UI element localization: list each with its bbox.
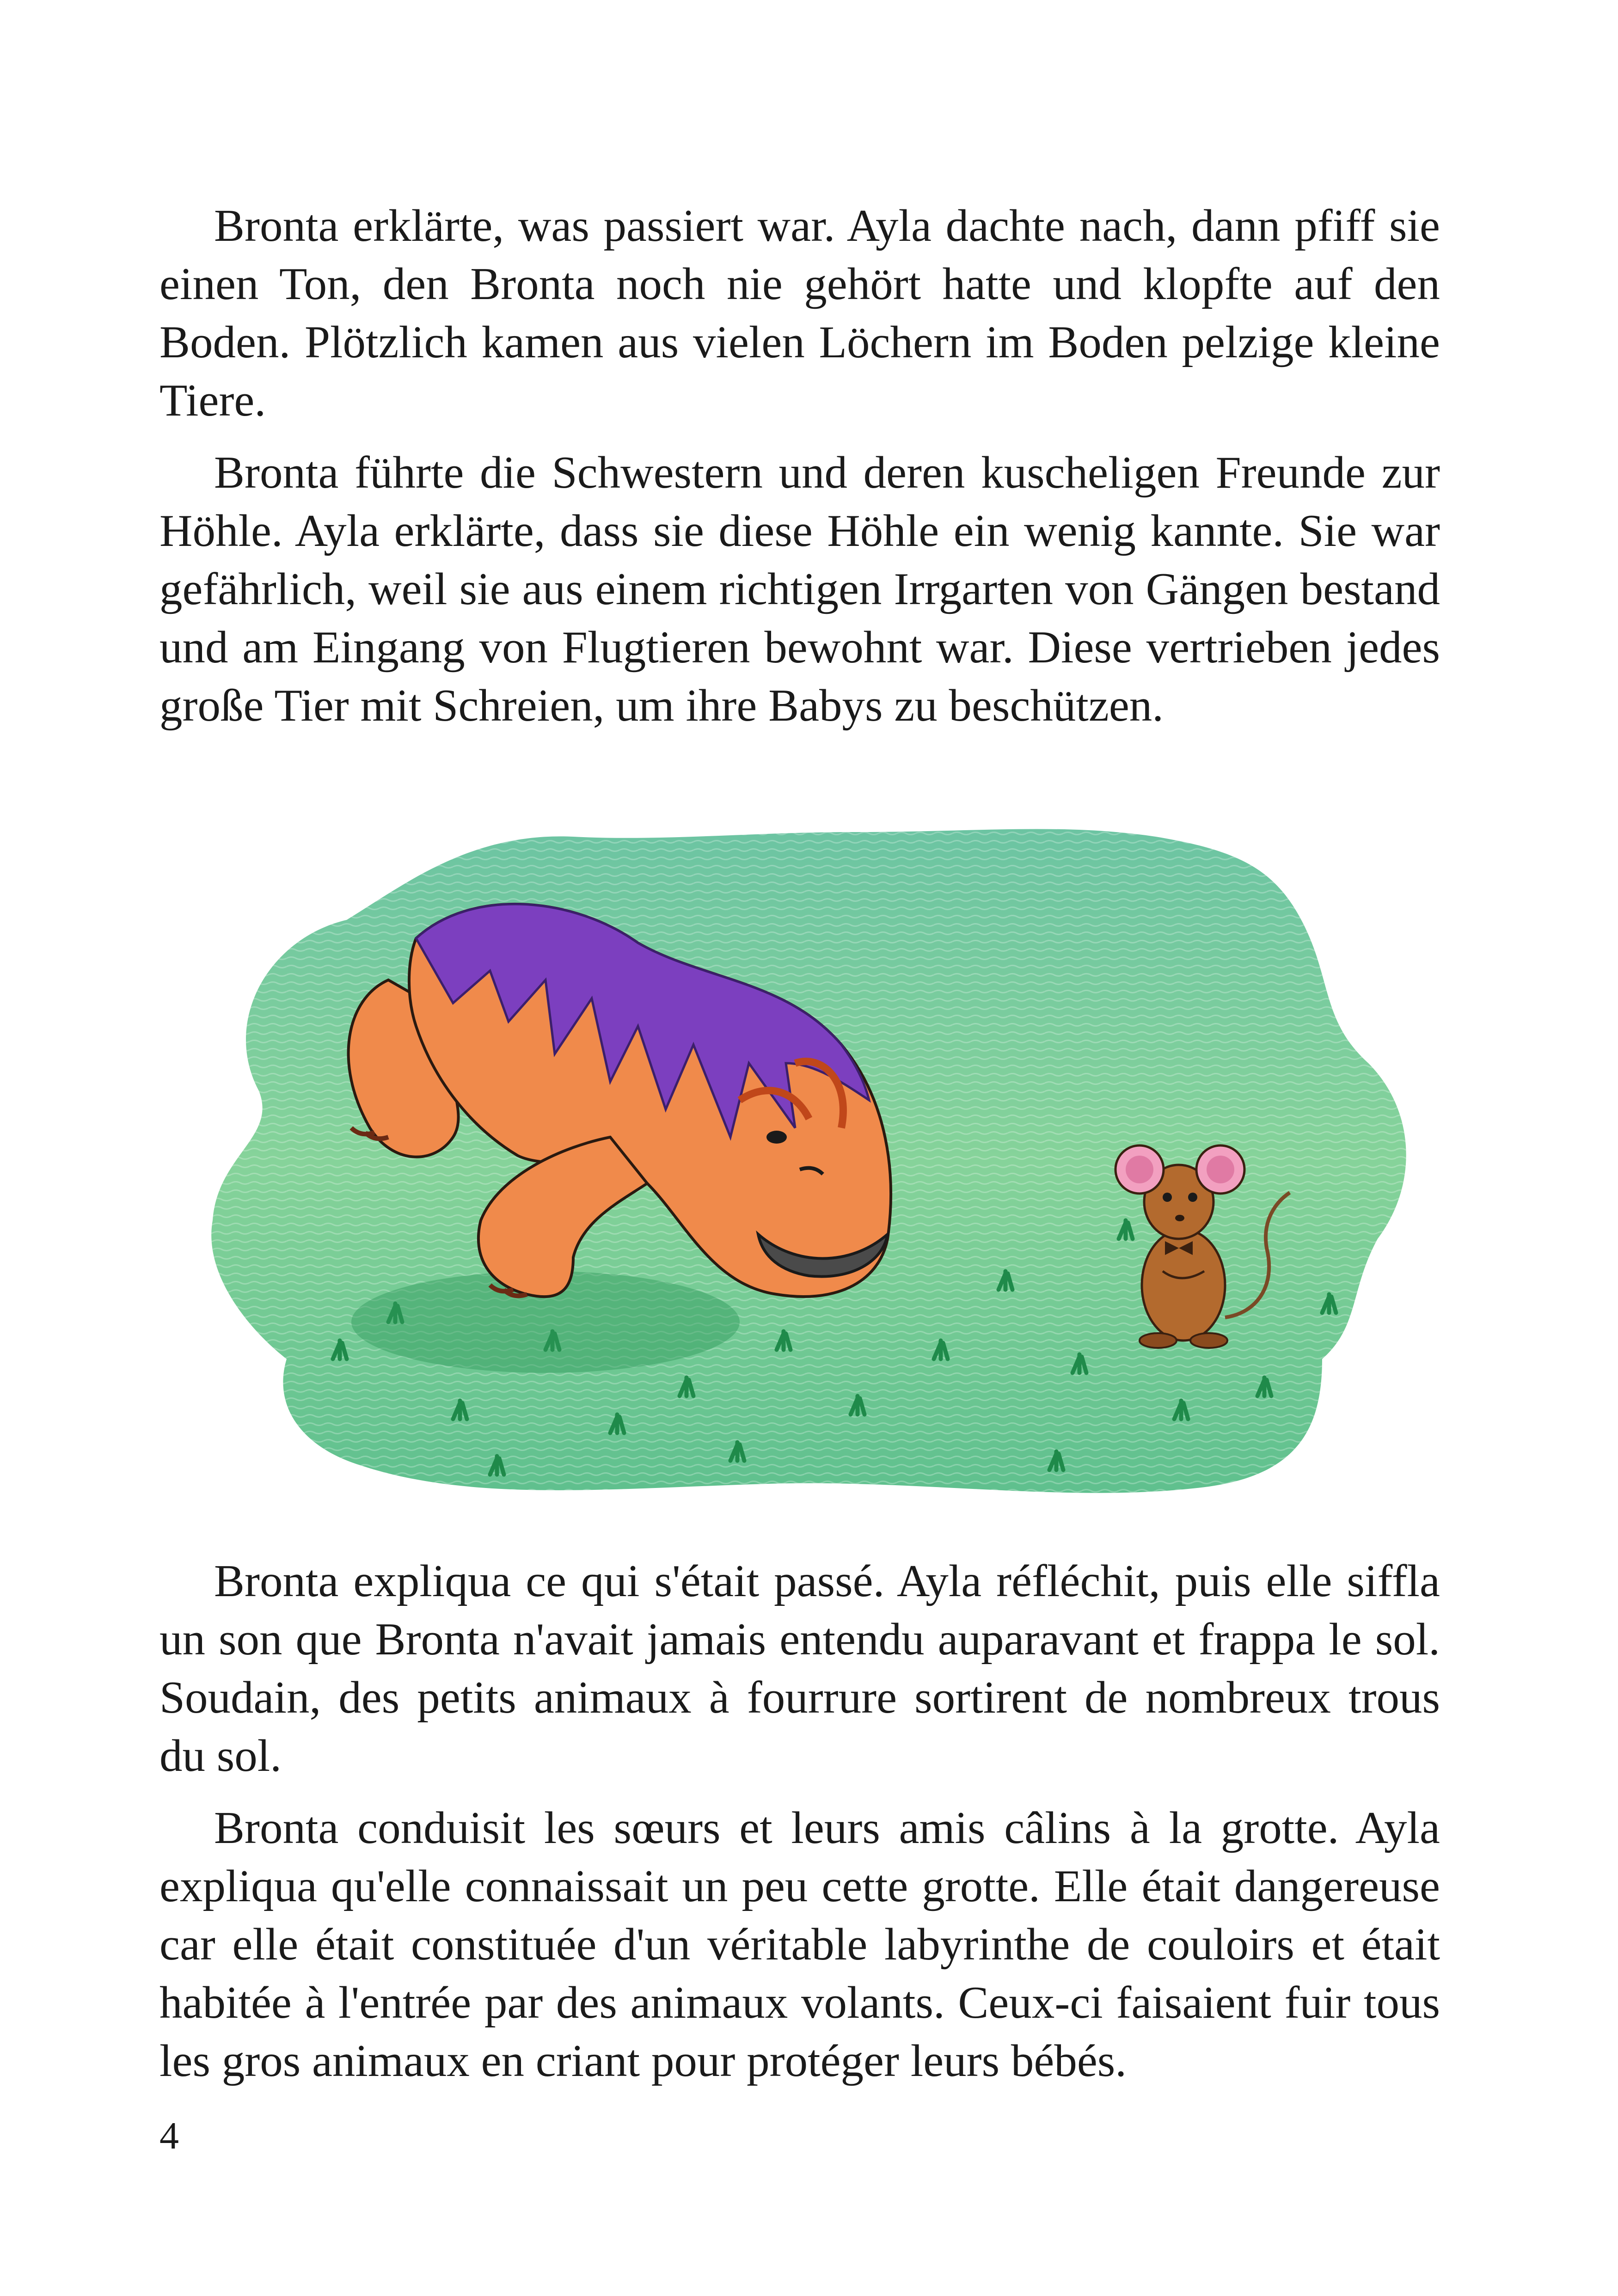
dinosaur-and-mouse-illustration — [194, 804, 1433, 1535]
french-text — [159, 1552, 1440, 2090]
german-paragraph-1: Bronta erklärte, was passiert war. Ayla dachte nach, dann pfiff sie einen Ton, den Bronta noch nie gehört hatte und klopfte auf den Boden. Plötzlich kamen aus vielen Löchern im Boden pelzige kleine Tiere. — [159, 201, 1440, 426]
french-paragraph-1: Bronta expliqua ce qui s'était passé. Ayla réfléchit, puis elle siffla un son que Bronta n'avait jamais entendu auparavant et frappa le sol. Soudain, des petits animaux à fourrure sortirent de nombreux trous du sol. — [159, 1556, 1440, 1781]
german-paragraph-2: Bronta führte die Schwestern und deren kuscheligen Freunde zur Höhle. Ayla erklärte, dass sie diese Höhle ein wenig kannte. Sie war gefährlich, weil sie aus einem richtigen Irrgarten von Gängen bestand und am Eingang von Flugtieren bewohnt war. Diese vertrieben jedes große Tier mit Schreien, um ihre Babys zu beschützen. — [159, 447, 1440, 731]
page-number: 4 — [159, 2114, 179, 2157]
french-paragraph-2: Bronta conduisit les sœurs et leurs amis câlins à la grotte. Ayla expliqua qu'elle connaissait un peu cette grotte. Elle était dangereuse car elle était constituée d'un véritable labyrinthe de couloirs et était habitée à l'entrée par des animaux volants. Ceux-ci faisaient fuir tous les gros animaux en criant pour protéger leurs bébés. — [159, 1803, 1440, 2086]
german-text — [159, 197, 1440, 735]
